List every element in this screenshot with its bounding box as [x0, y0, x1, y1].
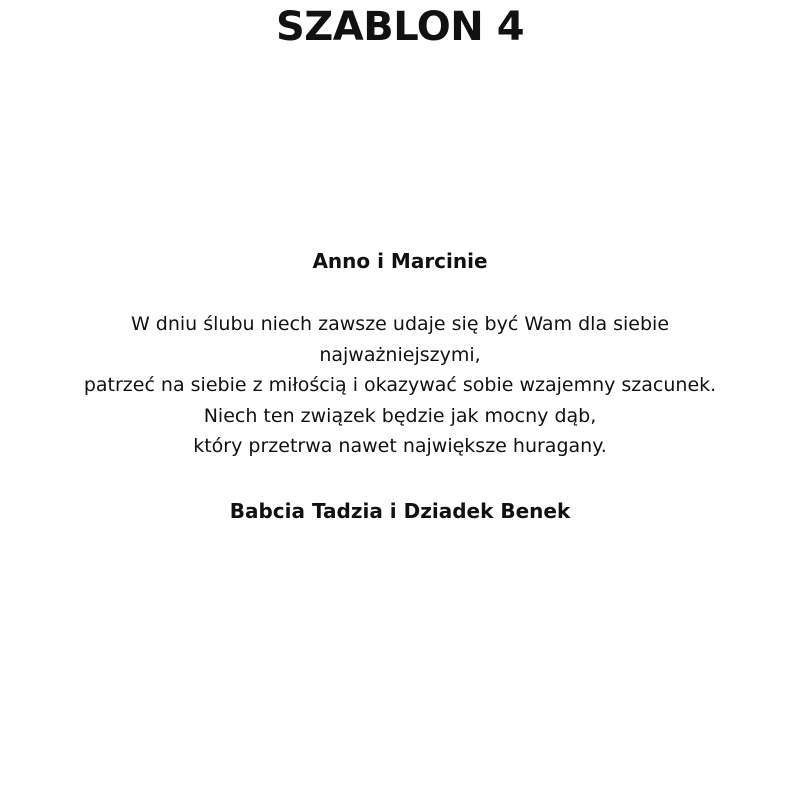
wedding-wishes-card — [40, 247, 760, 525]
wishes-line: najważniejszymi, — [319, 343, 481, 366]
wishes-line: W dniu ślubu niech zawsze udaje się być Wam dla siebie — [130, 313, 670, 335]
wishes-line: który przetrwa nawet największe huragany. — [193, 435, 607, 457]
signature: Babcia Tadzia i Dziadek Benek — [229, 498, 571, 523]
page-title: SZABLON 4 — [275, 4, 525, 50]
wishes-line: Niech ten związek będzie jak mocny dąb, — [203, 404, 597, 427]
wishes-text — [40, 309, 760, 462]
wishes-line: patrzeć na siebie z miłością i okazywać sobie wzajemny szacunek. — [83, 374, 717, 396]
greeting: Anno i Marcinie — [312, 249, 488, 273]
